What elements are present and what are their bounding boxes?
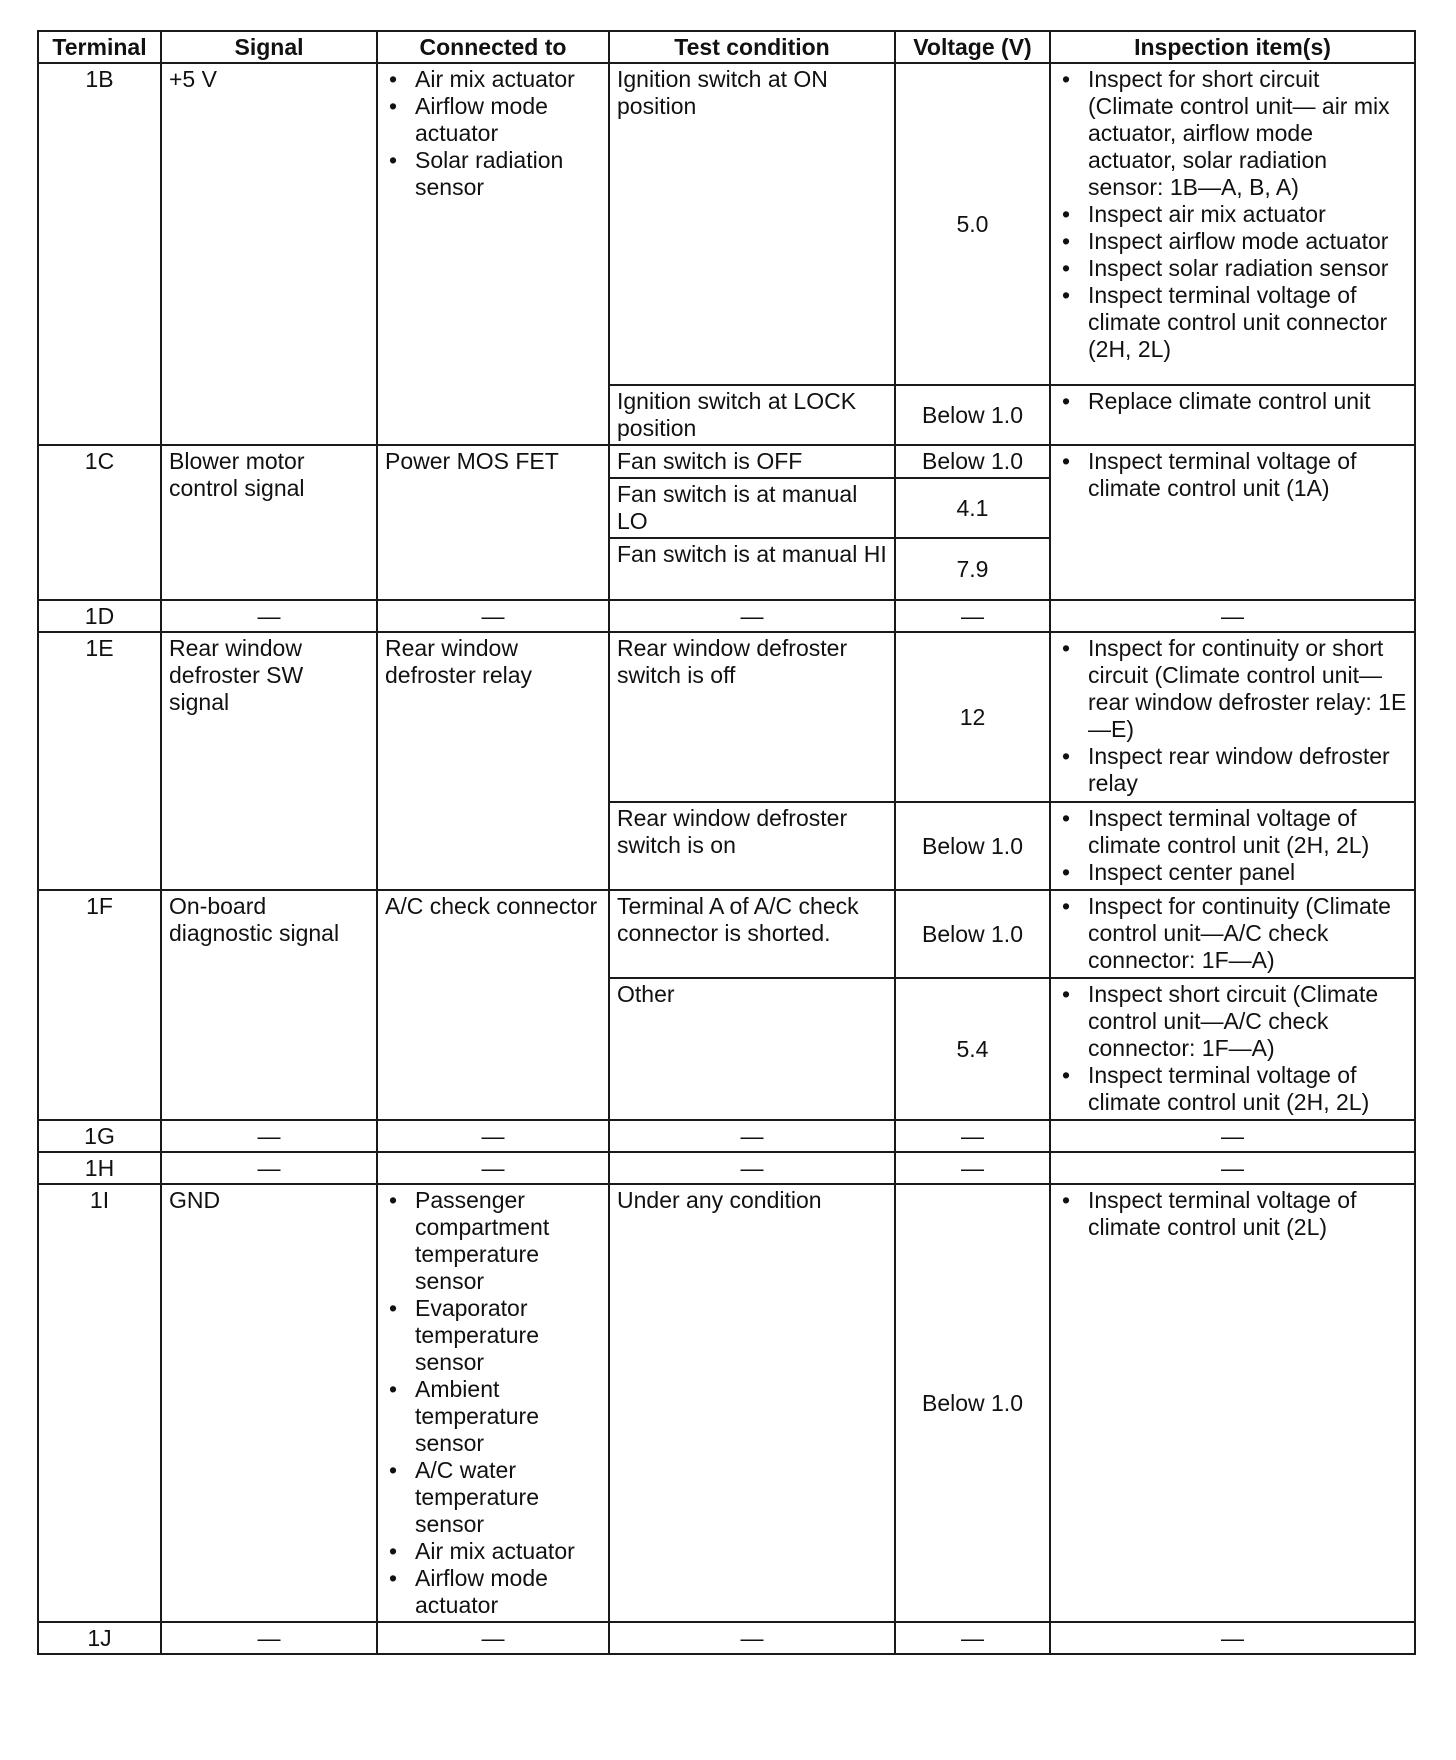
voltage-cell: Below 1.0 [895,385,1050,445]
empty-cell: — [895,1152,1050,1184]
empty-cell: — [161,1152,377,1184]
list-item: • Inspect short circuit (Climate control unit—A/C check connector: 1F—A) [1058,981,1407,1062]
empty-cell: — [1050,1152,1415,1184]
table-row [38,445,1415,478]
connected-to-cell: Rear window defroster relay [377,632,609,890]
table-row [38,890,1415,978]
header-voltage: Voltage (V) [895,31,1050,63]
terminal-cell: 1G [38,1120,161,1152]
list-item: • Inspect for continuity or short circuit (Climate control unit—rear window defroster relay: 1E—E) [1058,635,1407,743]
inspection-list [1058,635,1407,797]
signal-cell: Blower motor control signal [161,445,377,600]
list-item: • Solar radiation sensor [385,147,601,201]
list-item: • Inspect solar radiation sensor [1058,255,1407,282]
empty-cell: — [609,1622,895,1654]
terminal-cell: 1E [38,632,161,890]
inspection-list [1058,448,1407,502]
table-row [38,1622,1415,1654]
voltage-cell: Below 1.0 [895,445,1050,478]
empty-cell: — [895,600,1050,632]
inspection-cell [1050,802,1415,890]
inspection-list [1058,893,1407,974]
list-item: • Inspect terminal voltage of climate control unit (1A) [1058,448,1407,502]
list-item: • Replace climate control unit [1058,388,1407,415]
list-item: • Inspect rear window defroster relay [1058,743,1407,797]
empty-cell: — [161,1622,377,1654]
table-row [38,1152,1415,1184]
empty-cell: — [377,1622,609,1654]
terminal-cell: 1J [38,1622,161,1654]
voltage-cell: 7.9 [895,538,1050,600]
inspection-list [1058,981,1407,1116]
test-condition-cell: Fan switch is OFF [609,445,895,478]
inspection-cell [1050,632,1415,802]
header-connected-to: Connected to [377,31,609,63]
table-row [38,1184,1415,1622]
inspection-list [1058,388,1407,415]
voltage-cell: Below 1.0 [895,1184,1050,1622]
voltage-cell: 4.1 [895,478,1050,538]
table-row [38,632,1415,802]
empty-cell: — [377,1120,609,1152]
list-item: • Airflow mode actuator [385,1565,601,1619]
test-condition-cell: Under any condition [609,1184,895,1622]
empty-cell: — [895,1622,1050,1654]
voltage-cell: 5.4 [895,978,1050,1120]
connected-to-cell: Power MOS FET [377,445,609,600]
empty-cell: — [609,600,895,632]
list-item: • Inspect air mix actuator [1058,201,1407,228]
empty-cell: — [161,600,377,632]
list-item: • Evaporator temperature sensor [385,1295,601,1376]
empty-cell: — [609,1120,895,1152]
terminal-cell: 1B [38,63,161,445]
connected-to-cell [377,1184,609,1622]
terminal-inspection-table [37,30,1416,1655]
list-item: • Air mix actuator [385,66,601,93]
list-item: • Inspect terminal voltage of climate control unit (2H, 2L) [1058,805,1407,859]
inspection-cell [1050,890,1415,978]
terminal-cell: 1C [38,445,161,600]
list-item: • Air mix actuator [385,1538,601,1565]
inspection-cell [1050,385,1415,445]
test-condition-cell: Rear window defroster switch is on [609,802,895,890]
table-row [38,63,1415,385]
header-terminal: Terminal [38,31,161,63]
inspection-list [1058,66,1407,363]
empty-cell: — [1050,1622,1415,1654]
empty-cell: — [1050,1120,1415,1152]
test-condition-cell: Other [609,978,895,1120]
inspection-cell [1050,1184,1415,1622]
test-condition-cell: Ignition switch at ON position [609,63,895,385]
list-item: • Airflow mode actuator [385,93,601,147]
header-inspection-items: Inspection item(s) [1050,31,1415,63]
empty-cell: — [377,1152,609,1184]
signal-cell: Rear window defroster SW signal [161,632,377,890]
voltage-cell: 12 [895,632,1050,802]
signal-cell: GND [161,1184,377,1622]
inspection-list [1058,1187,1407,1241]
header-signal: Signal [161,31,377,63]
terminal-cell: 1H [38,1152,161,1184]
list-item: • Inspect terminal voltage of climate control unit (2H, 2L) [1058,1062,1407,1116]
empty-cell: — [161,1120,377,1152]
empty-cell: — [609,1152,895,1184]
terminal-cell: 1I [38,1184,161,1622]
list-item: • Inspect for continuity (Climate control unit—A/C check connector: 1F—A) [1058,893,1407,974]
test-condition-cell: Fan switch is at manual LO [609,478,895,538]
list-item: • Passenger compartment temperature sensor [385,1187,601,1295]
list-item: • Ambient temperature sensor [385,1376,601,1457]
terminal-cell: 1D [38,600,161,632]
connected-to-cell: A/C check connector [377,890,609,1120]
header-test-condition: Test condition [609,31,895,63]
test-condition-cell: Rear window defroster switch is off [609,632,895,802]
voltage-cell: Below 1.0 [895,890,1050,978]
test-condition-cell: Ignition switch at LOCK position [609,385,895,445]
list-item: • Inspect airflow mode actuator [1058,228,1407,255]
list-item: • Inspect for short circuit (Climate control unit— air mix actuator, airflow mode actuator, solar radiation sensor: 1B—A, B, A) [1058,66,1407,201]
header-row [38,31,1415,63]
connected-to-list [385,66,601,201]
connected-to-list [385,1187,601,1619]
signal-cell: +5 V [161,63,377,445]
connected-to-cell [377,63,609,445]
voltage-cell: Below 1.0 [895,802,1050,890]
terminal-cell: 1F [38,890,161,1120]
empty-cell: — [1050,600,1415,632]
table-row [38,600,1415,632]
list-item: • Inspect terminal voltage of climate control unit (2L) [1058,1187,1407,1241]
test-condition-cell: Terminal A of A/C check connector is shorted. [609,890,895,978]
inspection-list [1058,805,1407,886]
list-item: • Inspect terminal voltage of climate control unit connector (2H, 2L) [1058,282,1407,363]
empty-cell: — [895,1120,1050,1152]
list-item: • A/C water temperature sensor [385,1457,601,1538]
terminal-inspection-table-wrapper [37,30,1416,1655]
test-condition-cell: Fan switch is at manual HI [609,538,895,600]
list-item: • Inspect center panel [1058,859,1407,886]
table-row [38,1120,1415,1152]
inspection-cell [1050,978,1415,1120]
empty-cell: — [377,600,609,632]
voltage-cell: 5.0 [895,63,1050,385]
inspection-cell [1050,445,1415,600]
signal-cell: On-board diagnostic signal [161,890,377,1120]
inspection-cell [1050,63,1415,385]
